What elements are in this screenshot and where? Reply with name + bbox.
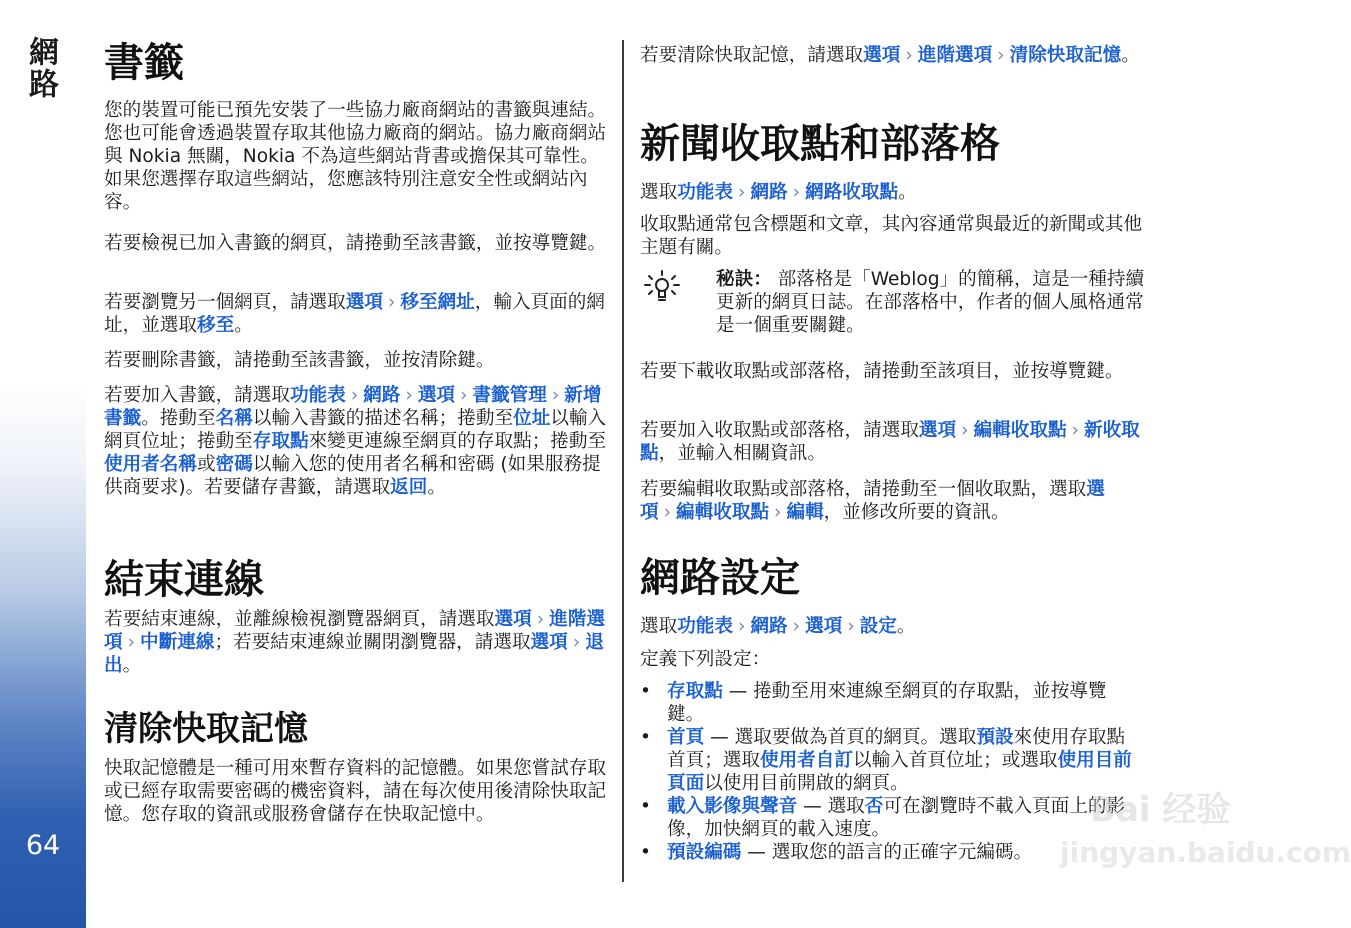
text: 以輸入網頁位址；捲動至 — [104, 408, 607, 452]
tip-text — [716, 268, 1148, 337]
menu-path-options: 選項 — [863, 45, 901, 66]
feeds-description: 收取點通常包含標題和文章，其內容通常與最近的新聞或其他主題有關。 — [640, 214, 1143, 258]
feeds-path — [640, 181, 1148, 204]
menu-path-edit-feeds: 編輯收取點 — [973, 420, 1067, 441]
text: 以輸入首頁位址；或選取 — [852, 750, 1058, 771]
field-access-point: 存取點 — [252, 431, 309, 452]
feeds-heading: 新聞收取點和部落格 — [640, 121, 1000, 167]
chevron-right-icon: › — [905, 45, 913, 66]
watermark-url: jingyan.baidu.com — [1060, 836, 1351, 869]
chevron-right-icon: › — [405, 385, 413, 406]
text: 若要瀏覽另一個網頁，請選取 — [104, 292, 346, 313]
text: 來變更連線至網頁的存取點；捲動至 — [308, 431, 607, 452]
menu-path-options: 選項 — [494, 609, 532, 630]
text: ，並修改所要的資訊。 — [823, 502, 1010, 523]
chevron-right-icon: › — [738, 182, 746, 203]
list-item — [640, 795, 1140, 841]
text: 以輸入您的使用者名稱和密碼 (如果服務提供商要求)。若要儲存書籤，請選取 — [104, 454, 601, 498]
menu-path-menu: 功能表 — [677, 182, 733, 203]
settings-list — [640, 680, 1140, 864]
menu-path-web: 網路 — [750, 182, 788, 203]
menu-path-web-feeds: 網路收取點 — [805, 182, 899, 203]
text: — 選取您的語言的正確字元編碼。 — [741, 842, 1033, 863]
add-bookmark-text — [104, 384, 608, 499]
menu-path-options: 選項 — [417, 385, 456, 406]
section-label: 網路 — [23, 36, 58, 100]
menu-path-advanced: 進階選項 — [917, 45, 993, 66]
text: 或 — [196, 454, 216, 475]
text: ，輸入頁面的網址，並選取 — [104, 292, 605, 336]
menu-path-new-feed: 新收取點 — [640, 420, 1140, 464]
option-default: 預設 — [976, 727, 1014, 748]
bookmarks-intro: 您的裝置可能已預先安裝了一些協力廠商網站的書籤與連結。您也可能會透過裝置存取其他協力廠商的網站。協力廠商網站與 Nokia 無關，Nokia 不為這些網站背書或擔保其可靠性。如果您選擇存取這些網站，您應該特別注意安全性或網站內容。 — [104, 100, 607, 213]
list-item — [640, 841, 1140, 864]
text: 若要編輯收取點或部落格，請捲動至一個收取點，選取 — [640, 479, 1087, 500]
text: 部落格是「Weblog」的簡稱，這是一種持續更新的網頁日誌。在部落格中，作者的個人風格通常是一個重要關鍵。 — [716, 269, 1145, 336]
chevron-right-icon: › — [460, 385, 468, 406]
option-user-defined: 使用者自訂 — [759, 750, 853, 771]
option-use-current-page: 使用目前頁面 — [667, 750, 1132, 794]
menu-path-edit-feeds: 編輯收取點 — [676, 502, 770, 523]
text: 若要加入書籤，請選取 — [104, 385, 290, 406]
text: 若要加入收取點或部落格，請選取 — [640, 420, 919, 441]
setting-load-images-sounds: 載入影像與聲音 — [667, 796, 798, 817]
web-settings-heading: 網路設定 — [640, 555, 800, 601]
list-item — [640, 726, 1140, 795]
add-feed-text — [640, 419, 1148, 465]
menu-path-web: 網路 — [750, 616, 788, 637]
option-no: 否 — [864, 796, 884, 817]
bookmarks-heading: 書籤 — [104, 40, 184, 86]
setting-access-point: 存取點 — [667, 681, 723, 702]
menu-path-goto: 移至網址 — [400, 292, 475, 313]
chevron-right-icon: › — [774, 502, 782, 523]
text: 選取 — [640, 616, 678, 637]
menu-path-exit: 退出 — [104, 632, 604, 676]
download-feed-text: 若要下載收取點或部落格，請捲動至該項目，並按導覽鍵。 — [640, 361, 1124, 382]
chevron-right-icon: › — [961, 420, 969, 441]
delete-bookmark-text: 若要刪除書籤，請捲動至該書籤，並按清除鍵。 — [104, 350, 495, 371]
text: 以輸入書籤的描述名稱；捲動至 — [252, 408, 514, 429]
chevron-right-icon: › — [792, 616, 801, 637]
text: — 捲動至用來連線至網頁的存取點，並按導覽鍵。 — [667, 681, 1107, 725]
text: 。捲動至 — [141, 408, 216, 429]
tip-box — [640, 268, 1148, 348]
menu-path-bookmark-manager: 書籤管理 — [472, 385, 547, 406]
chevron-right-icon: › — [738, 616, 746, 637]
text: 。 — [427, 477, 446, 498]
field-name: 名稱 — [215, 408, 253, 429]
text: — 選取 — [797, 796, 865, 817]
text: 來使用存取點首頁；選取 — [667, 727, 1126, 771]
clear-cache-heading: 清除快取記憶 — [104, 709, 308, 749]
chevron-right-icon: › — [997, 45, 1005, 66]
tip-label: 秘訣： — [716, 269, 772, 290]
chevron-right-icon: › — [387, 292, 396, 313]
browse-page-text — [104, 291, 608, 337]
menu-path-new-bookmark: 新增書籤 — [104, 385, 602, 429]
text: 若要清除快取記憶，請選取 — [640, 45, 864, 66]
chevron-right-icon: › — [536, 609, 545, 630]
menu-path-options: 選項 — [530, 632, 568, 653]
menu-path-edit: 編輯 — [786, 502, 824, 523]
end-connection-heading: 結束連線 — [104, 557, 264, 603]
chevron-right-icon: › — [572, 632, 581, 653]
clear-cache-text: 快取記憶體是一種可用來暫存資料的記憶體。如果您嘗試存取或已經存取需要密碼的機密資料，請在每次使用後清除快取記憶。您存取的資訊或服務會儲存在快取記憶中。 — [104, 758, 607, 825]
menu-path-web: 網路 — [363, 385, 401, 406]
setting-default-encoding: 預設編碼 — [667, 842, 742, 863]
text: 可在瀏覽時不載入頁面上的影像，加快網頁的載入速度。 — [667, 796, 1126, 840]
menu-path-options: 選項 — [640, 479, 1105, 523]
menu-path-back: 返回 — [390, 477, 428, 498]
watermark-brand: Bai 经验 — [1090, 790, 1231, 830]
menu-path-options: 選項 — [345, 292, 383, 313]
menu-path-go: 移至 — [196, 315, 235, 336]
end-connection-text — [104, 608, 608, 677]
text: 。 — [122, 655, 142, 676]
menu-path-menu: 功能表 — [289, 385, 346, 406]
menu-path-disconnect: 中斷連線 — [140, 632, 215, 653]
field-username: 使用者名稱 — [104, 454, 197, 475]
page-number: 64 — [25, 830, 61, 861]
chevron-right-icon: › — [551, 385, 560, 406]
chevron-right-icon: › — [127, 632, 136, 653]
page-sidebar — [0, 0, 86, 928]
chevron-right-icon: › — [1071, 420, 1079, 441]
list-item — [640, 680, 1140, 726]
chevron-right-icon: › — [663, 502, 672, 523]
lightbulb-icon — [640, 268, 684, 312]
text: 以使用目前開啟的網頁。 — [704, 773, 909, 794]
edit-feed-text — [640, 478, 1148, 524]
text: ，並輸入相關資訊。 — [658, 443, 826, 464]
text: 。 — [1121, 45, 1140, 66]
text: 若要結束連線，並離線檢視瀏覽器網頁，請選取 — [104, 609, 495, 630]
menu-path-options: 選項 — [805, 616, 843, 637]
field-password: 密碼 — [215, 454, 253, 475]
chevron-right-icon: › — [350, 385, 359, 406]
text: 。 — [234, 315, 253, 336]
text: ；若要結束連線並關閉瀏覽器，請選取 — [214, 632, 531, 653]
chevron-right-icon: › — [792, 182, 801, 203]
define-settings-text: 定義下列設定： — [640, 649, 771, 670]
text: 選取 — [640, 182, 678, 203]
chevron-right-icon: › — [847, 616, 855, 637]
column-divider — [622, 40, 624, 882]
menu-path-menu: 功能表 — [677, 616, 733, 637]
settings-path — [640, 615, 1148, 638]
menu-path-options: 選項 — [918, 420, 957, 441]
text: — 選取要做為首頁的網頁。選取 — [704, 727, 977, 748]
text: 。 — [896, 616, 916, 637]
menu-path-settings: 設定 — [859, 616, 897, 637]
field-address: 位址 — [513, 408, 551, 429]
text: 。 — [898, 182, 917, 203]
setting-homepage: 首頁 — [667, 727, 705, 748]
menu-path-clear-cache: 清除快取記憶 — [1009, 45, 1122, 66]
clear-cache-steps — [640, 44, 1148, 67]
menu-path-advanced: 進階選項 — [104, 609, 605, 653]
view-bookmark-text: 若要檢視已加入書籤的網頁，請捲動至該書籤，並按導覽鍵。 — [104, 233, 607, 254]
